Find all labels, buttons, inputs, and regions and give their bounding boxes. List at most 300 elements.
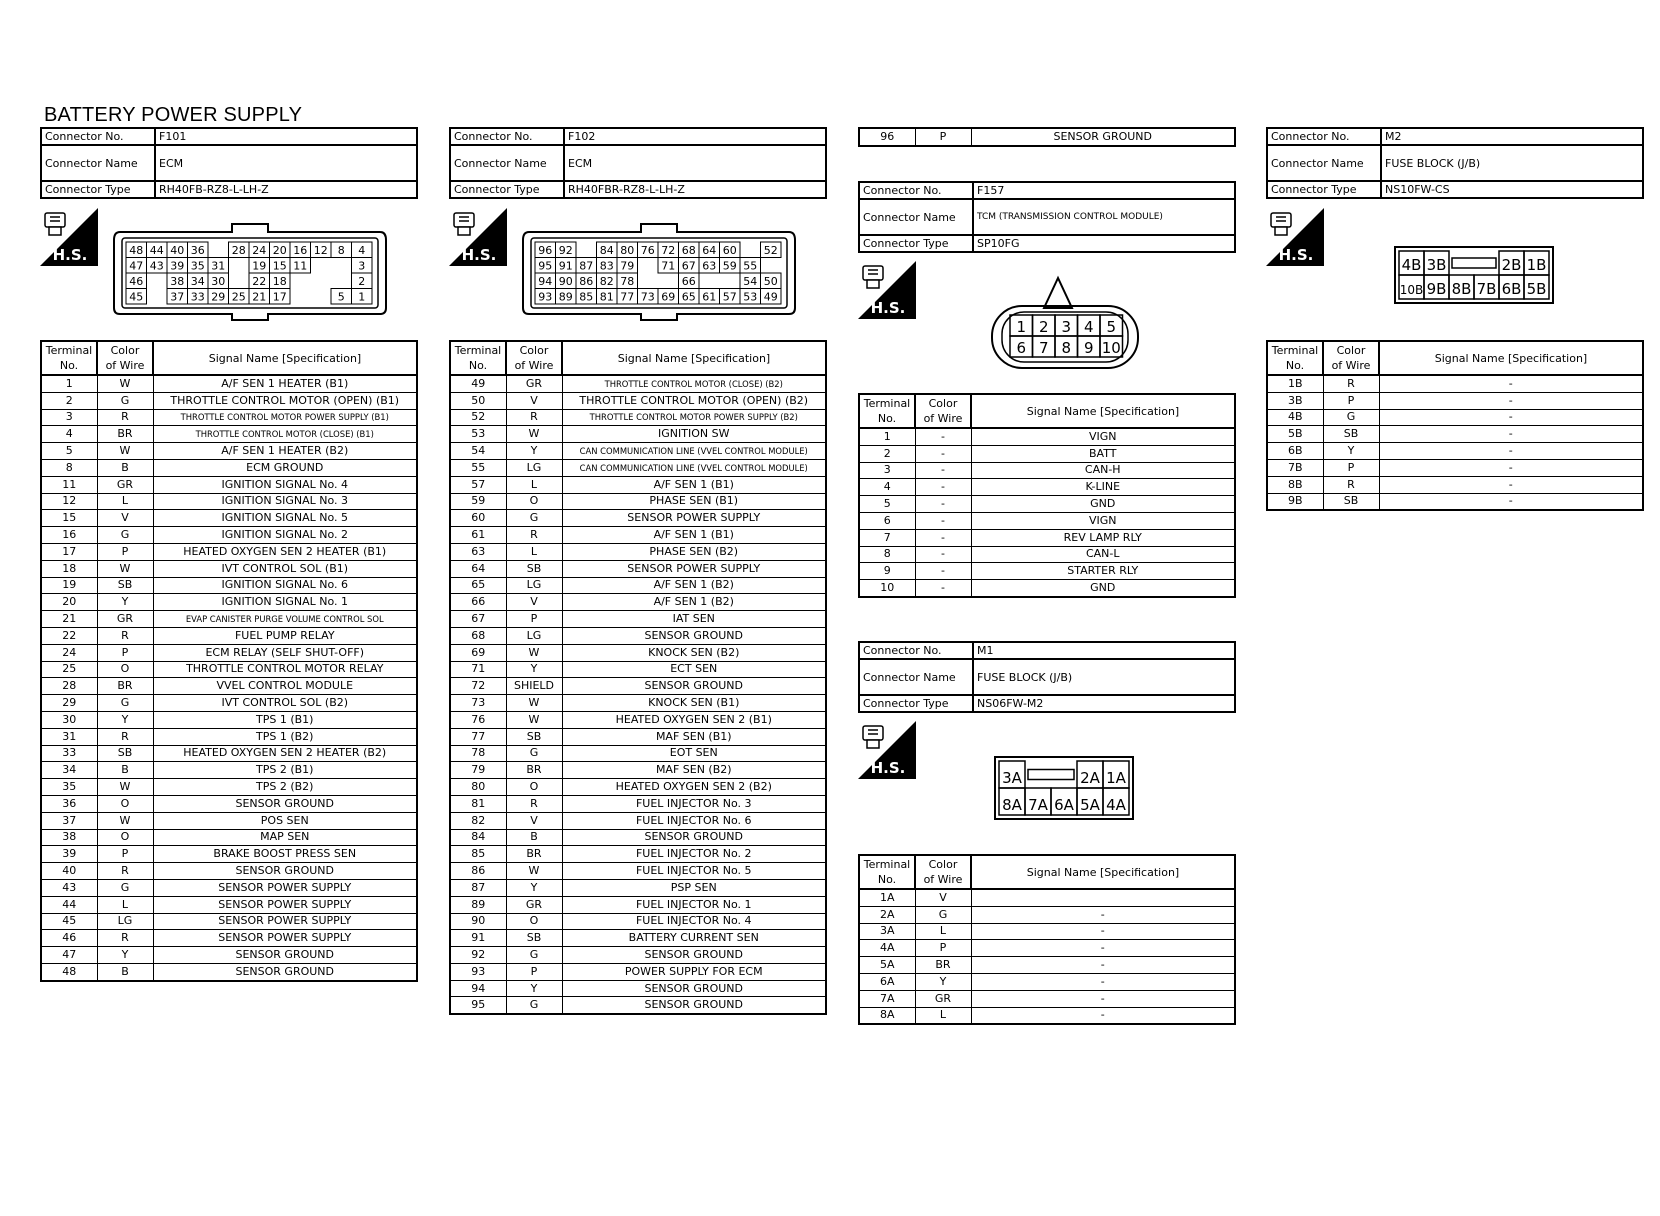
wire-color: W [97,779,153,796]
wire-color: W [97,375,153,392]
wire-color: V [506,594,562,611]
signal-name: FUEL PUMP RELAY [153,627,417,644]
hs-label: H.S. [1278,246,1314,264]
signal-name: SENSOR GROUND [153,963,417,980]
table-row [450,711,826,728]
table-row [41,577,417,594]
terminal-no: 73 [450,695,506,712]
terminal-no: 48 [41,963,97,980]
signal-name: BATTERY CURRENT SEN [562,930,826,947]
wire-color: G [97,879,153,896]
pin-number: 11 [293,259,308,273]
hs-badge-f102 [449,208,507,266]
table-row [859,462,1235,479]
terminal-no: 90 [450,913,506,930]
signal-name: - [1379,392,1643,409]
terminal-no: 6 [859,512,915,529]
signal-name: VIGN [971,512,1235,529]
table-row [41,661,417,678]
table-row [450,443,826,460]
table-row [41,879,417,896]
pin-number: 4B [1401,256,1422,274]
pin-number: 15 [272,259,287,273]
pin-number: 37 [170,290,185,304]
wire-color: Y [97,947,153,964]
pin-number: 81 [599,290,614,304]
terminal-no: 36 [41,795,97,812]
pin-number: 87 [579,259,594,273]
signal-name: STARTER RLY [971,563,1235,580]
signal-name: KNOCK SEN (B1) [562,695,826,712]
terminal-no: 80 [450,779,506,796]
table-row [859,479,1235,496]
wire-color: V [506,812,562,829]
pin-number: 6A [1054,796,1074,814]
wire-color: - [915,462,971,479]
terminal-no: 11 [41,476,97,493]
signal-name: IGNITION SIGNAL No. 5 [153,510,417,527]
signal-name: SENSOR POWER SUPPLY [153,896,417,913]
harness-side-icon [449,208,507,266]
pin-number: 57 [722,290,737,304]
pin-number: 35 [190,259,205,273]
pin-number: 30 [211,275,226,288]
wire-color: P [915,128,971,146]
terminal-table-m2 [1266,340,1644,511]
signal-name: MAP SEN [153,829,417,846]
pin-number: 59 [722,259,737,273]
hs-label: H.S. [52,246,88,264]
signal-name: POS SEN [153,812,417,829]
wire-color: G [97,695,153,712]
terminal-no: 8B [1267,476,1323,493]
signal-name: TPS 2 (B2) [153,779,417,796]
label-connector-no: Connector No. [41,128,155,145]
wire-color: SB [506,728,562,745]
header-color-of-wire: Color of Wire [915,394,971,428]
table-row [41,459,417,476]
wire-color: P [915,940,971,957]
wire-color: Y [506,980,562,997]
table-row [1267,392,1643,409]
wire-color: O [97,661,153,678]
signal-name: IGNITION SIGNAL No. 4 [153,476,417,493]
table-row [41,443,417,460]
terminal-no: 91 [450,930,506,947]
terminal-no: 92 [450,947,506,964]
signal-name: BATT [971,445,1235,462]
wire-color: R [506,527,562,544]
signal-name: THROTTLE CONTROL MOTOR (OPEN) (B2) [562,392,826,409]
terminal-no: 7B [1267,459,1323,476]
signal-name: BRAKE BOOST PRESS SEN [153,846,417,863]
signal-name: SENSOR GROUND [562,678,826,695]
terminal-no: 3 [41,409,97,426]
pin-number: 60 [722,244,737,257]
pin-number: 46 [129,275,144,288]
connector-type-value: RH40FBR-RZ8-L-LH-Z [564,181,826,198]
terminal-no: 4 [859,479,915,496]
pin-number: 73 [640,290,655,304]
terminal-no: 57 [450,476,506,493]
signal-name: HEATED OXYGEN SEN 2 (B2) [562,779,826,796]
signal-name: SENSOR POWER SUPPLY [562,560,826,577]
terminal-no: 1 [41,375,97,392]
table-row [450,879,826,896]
signal-name: THROTTLE CONTROL MOTOR POWER SUPPLY (B2) [562,409,826,426]
table-row [41,627,417,644]
table-row [41,913,417,930]
pin-number: 20 [272,244,287,257]
wire-color: Y [97,594,153,611]
wire-color: L [506,543,562,560]
pin-number: 25 [231,290,246,304]
pin-number: 29 [211,290,226,304]
label-connector-no: Connector No. [859,182,973,199]
table-row [450,896,826,913]
pin-number: 3B [1426,256,1447,274]
signal-name: ECT SEN [562,661,826,678]
table-row [450,695,826,712]
label-connector-no: Connector No. [859,642,973,659]
table-row [859,428,1235,445]
table-row [450,627,826,644]
wire-color: R [97,728,153,745]
wire-color: L [506,476,562,493]
signal-name: - [971,990,1235,1007]
signal-name: SENSOR POWER SUPPLY [153,913,417,930]
signal-name: SENSOR GROUND [153,947,417,964]
signal-name: FUEL INJECTOR No. 3 [562,795,826,812]
pin-number: 96 [538,244,553,257]
header-color-of-wire: Color of Wire [97,341,153,375]
terminal-no: 31 [41,728,97,745]
wire-color: - [915,496,971,513]
signal-name: IGNITION SIGNAL No. 1 [153,594,417,611]
pin-number: 72 [661,244,676,257]
terminal-no: 45 [41,913,97,930]
signal-name: IVT CONTROL SOL (B1) [153,560,417,577]
wire-color: BR [506,762,562,779]
terminal-table-f101 [40,340,418,982]
header-signal-name: Signal Name [Specification] [1379,341,1643,375]
table-row [450,661,826,678]
connector-no-value: F101 [155,128,417,145]
terminal-no: 46 [41,930,97,947]
signal-name: IGNITION SW [562,426,826,443]
wire-color: - [915,529,971,546]
wire-color: SB [97,745,153,762]
signal-name: FUEL INJECTOR No. 2 [562,846,826,863]
wire-color: - [915,445,971,462]
connector-name-value: FUSE BLOCK (J/B) [1381,145,1643,181]
table-row [450,829,826,846]
terminal-no: 47 [41,947,97,964]
pin-number: 68 [681,244,696,257]
wire-color: R [97,930,153,947]
hs-badge-m2 [1266,208,1324,266]
signal-name: A/F SEN 1 (B1) [562,476,826,493]
terminal-no: 34 [41,762,97,779]
table-row [41,644,417,661]
connector-no-value: M2 [1381,128,1643,145]
table-row [450,963,826,980]
signal-name: POWER SUPPLY FOR ECM [562,963,826,980]
signal-name: IGNITION SIGNAL No. 6 [153,577,417,594]
connector-name-value: ECM [564,145,826,181]
table-row [450,779,826,796]
header-signal-name: Signal Name [Specification] [971,394,1235,428]
wire-color: O [506,779,562,796]
terminal-no: 12 [41,493,97,510]
connector-type-value: RH40FB-RZ8-L-LH-Z [155,181,417,198]
label-connector-name: Connector Name [859,199,973,235]
pin-number: 8A [1002,796,1022,814]
hs-badge-f157 [858,261,916,319]
pin-number: 33 [190,290,205,304]
connector-face-f157 [988,274,1148,374]
terminal-no: 7 [859,529,915,546]
header-signal-name: Signal Name [Specification] [562,341,826,375]
wire-color: Y [97,711,153,728]
table-row [450,375,826,392]
signal-name: CAN COMMUNICATION LINE (VVEL CONTROL MODULE) [562,443,826,460]
wire-color: W [506,695,562,712]
wire-color: BR [506,846,562,863]
terminal-no: 17 [41,543,97,560]
wire-color: - [915,479,971,496]
connector-no-value: M1 [973,642,1235,659]
signal-name: IGNITION SIGNAL No. 2 [153,527,417,544]
signal-name: IVT CONTROL SOL (B2) [153,695,417,712]
wire-color: G [506,745,562,762]
signal-name: SENSOR GROUND [562,980,826,997]
terminal-no: 93 [450,963,506,980]
table-row [41,426,417,443]
terminal-no: 5A [859,957,915,974]
table-row [450,392,826,409]
pin-number: 31 [211,259,226,273]
terminal-no: 35 [41,779,97,796]
terminal-no: 9 [859,563,915,580]
terminal-no: 1B [1267,375,1323,392]
pin-number: 21 [252,290,267,304]
signal-name: SENSOR GROUND [562,947,826,964]
wire-color: SB [97,577,153,594]
terminal-no: 1 [859,428,915,445]
table-row [41,728,417,745]
pin-number: 83 [599,259,614,273]
terminal-no: 55 [450,459,506,476]
terminal-no: 2 [41,392,97,409]
signal-name: IGNITION SIGNAL No. 3 [153,493,417,510]
connector-info-m2 [1266,127,1644,199]
pin-number: 91 [558,259,573,273]
table-row [41,543,417,560]
wire-color: B [97,459,153,476]
connector-no-value: F157 [973,182,1235,199]
pin-number: 4 [1083,318,1094,336]
terminal-no: 53 [450,426,506,443]
signal-name: - [971,906,1235,923]
label-connector-name: Connector Name [859,659,973,695]
terminal-no: 78 [450,745,506,762]
pin-number: 18 [272,275,287,288]
harness-side-icon [858,261,916,319]
terminal-no: 5 [41,443,97,460]
terminal-no: 64 [450,560,506,577]
signal-name: A/F SEN 1 HEATER (B2) [153,443,417,460]
table-row [450,560,826,577]
table-row [450,527,826,544]
terminal-no: 28 [41,678,97,695]
table-row [450,510,826,527]
signal-name: A/F SEN 1 HEATER (B1) [153,375,417,392]
pin-number: 63 [702,259,717,273]
signal-name: - [1379,493,1643,510]
pin-number: 52 [763,244,778,257]
connector-type-value: NS06FW-M2 [973,695,1235,712]
table-row [41,476,417,493]
signal-name: MAF SEN (B2) [562,762,826,779]
connector-m1-block [858,641,1236,713]
terminal-no: 69 [450,644,506,661]
wire-color: R [97,409,153,426]
signal-name: - [971,923,1235,940]
signal-name: IAT SEN [562,611,826,628]
header-signal-name: Signal Name [Specification] [153,341,417,375]
header-terminal-no: Terminal No. [41,341,97,375]
wire-color: P [1323,459,1379,476]
pin-number: 8B [1451,280,1472,298]
signal-name: - [1379,375,1643,392]
terminal-no: 8 [41,459,97,476]
signal-name: - [971,973,1235,990]
pin-number: 95 [538,259,553,273]
table-row [1267,493,1643,510]
terminal-no: 5B [1267,426,1323,443]
terminal-no: 18 [41,560,97,577]
terminal-table-m1 [858,854,1236,1025]
pin-number: 1B [1526,256,1547,274]
table-row [450,594,826,611]
table-row [41,947,417,964]
terminal-no: 9B [1267,493,1323,510]
table-row [41,527,417,544]
signal-name: MAF SEN (B1) [562,728,826,745]
table-row [450,493,826,510]
table-row [41,779,417,796]
wire-color: O [506,913,562,930]
table-row [1267,476,1643,493]
terminal-no: 87 [450,879,506,896]
pin-number: 77 [620,290,635,304]
connector-f101-block [40,127,418,199]
pin-number: 3 [1061,318,1072,336]
connector-face-m2 [1394,246,1554,308]
wire-color: P [97,846,153,863]
table-row [859,923,1235,940]
table-row [41,930,417,947]
hs-label: H.S. [870,759,906,777]
header-terminal-no: Terminal No. [1267,341,1323,375]
connector-f157-block [858,181,1236,253]
wire-color: BR [97,678,153,695]
wire-color: BR [915,957,971,974]
signal-name: - [1379,459,1643,476]
terminal-no: 63 [450,543,506,560]
terminal-no: 29 [41,695,97,712]
pin-number: 69 [661,290,676,304]
wire-color: G [506,510,562,527]
connector-f102-block [449,127,827,199]
terminal-no: 86 [450,863,506,880]
terminal-no: 3B [1267,392,1323,409]
connector-face-f101 [112,218,388,322]
wire-color: G [97,392,153,409]
wire-color: W [97,812,153,829]
terminal-no: 24 [41,644,97,661]
table-row [450,476,826,493]
signal-name: SENSOR GROUND [971,128,1235,146]
pin-number: 6B [1501,280,1522,298]
table-row [859,563,1235,580]
table-row [859,940,1235,957]
signal-name: THROTTLE CONTROL MOTOR (CLOSE) (B2) [562,375,826,392]
pin-number: 4A [1106,796,1126,814]
pin-number: 65 [681,290,696,304]
table-row [1267,375,1643,392]
hs-label: H.S. [870,299,906,317]
pin-number: 1 [358,290,366,304]
terminal-no: 10 [859,580,915,597]
pin-number: 4 [358,244,366,257]
wire-color: P [97,543,153,560]
wire-color: SB [1323,426,1379,443]
terminal-no: 66 [450,594,506,611]
wire-color: - [915,546,971,563]
signal-name: SENSOR GROUND [562,627,826,644]
table-row [450,947,826,964]
pin-number: 10 [1101,339,1121,357]
pin-number: 6 [1016,339,1027,357]
table-row [41,695,417,712]
label-connector-no: Connector No. [450,128,564,145]
table-header [859,855,1235,889]
signal-name: CAN COMMUNICATION LINE (VVEL CONTROL MODULE) [562,459,826,476]
signal-name: CAN-L [971,546,1235,563]
table-header [450,341,826,375]
terminal-no: 65 [450,577,506,594]
wire-color: SB [506,930,562,947]
signal-name: THROTTLE CONTROL MOTOR (CLOSE) (B1) [153,426,417,443]
terminal-no: 1A [859,889,915,906]
table-row [859,128,1235,146]
wire-color: O [97,795,153,812]
connector-m2-block [1266,127,1644,199]
signal-name: EOT SEN [562,745,826,762]
connector-info-f101 [40,127,418,199]
wire-color: P [97,644,153,661]
terminal-no: 5 [859,496,915,513]
label-connector-type: Connector Type [859,695,973,712]
table-row [859,445,1235,462]
pin-number: 5B [1526,280,1547,298]
terminal-no: 49 [450,375,506,392]
pin-number: 49 [763,290,778,304]
pin-number: 36 [190,244,205,257]
table-row [450,812,826,829]
